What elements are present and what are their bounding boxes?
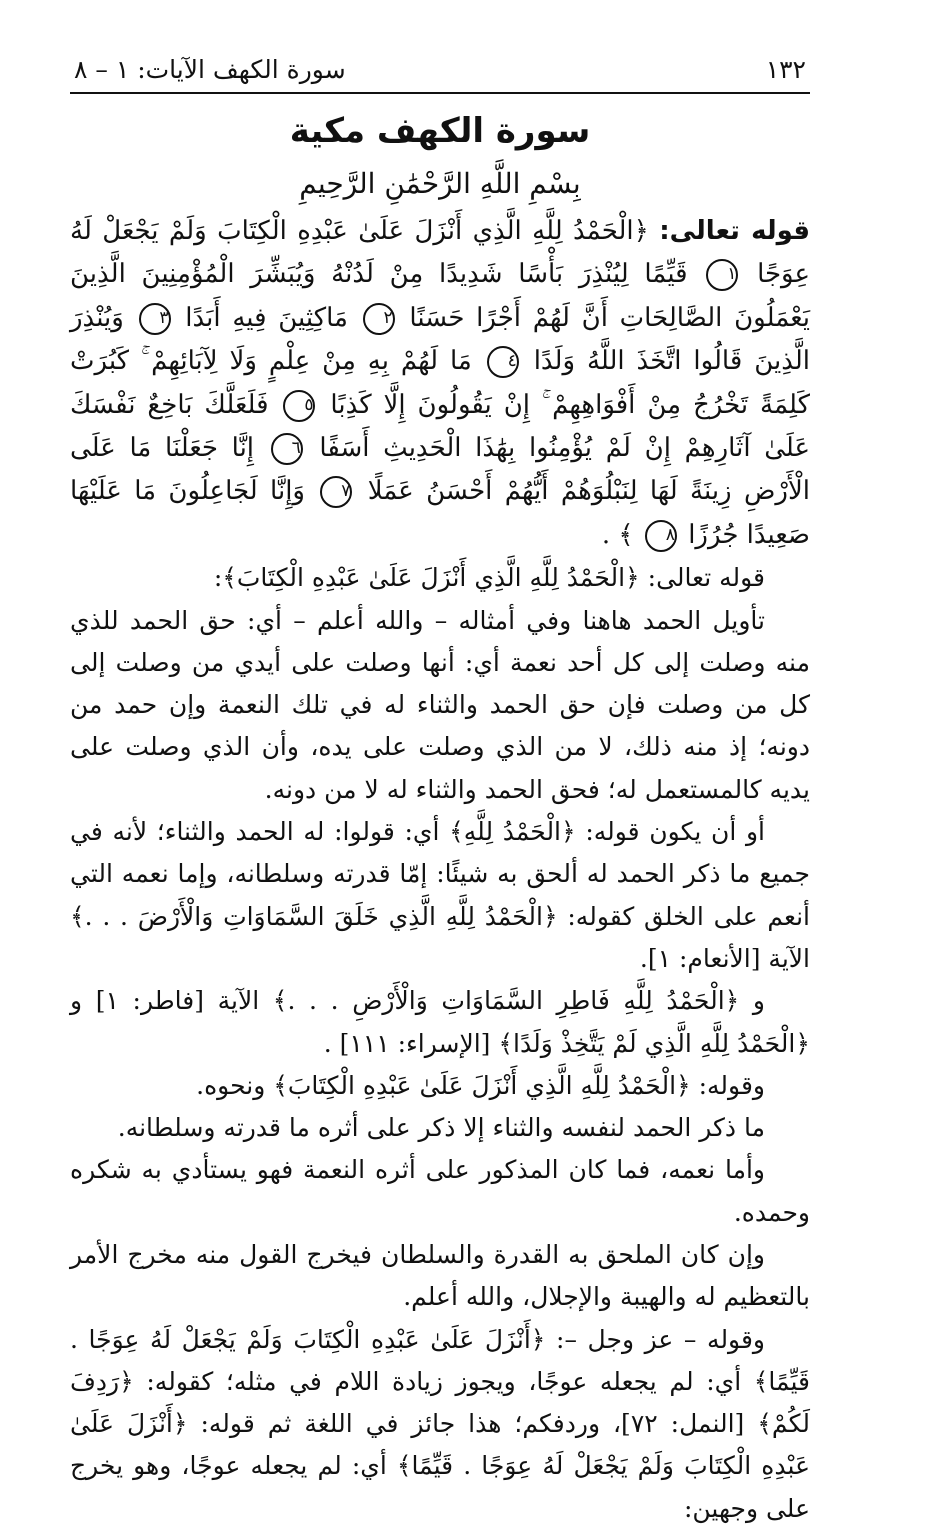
surah-title: سورة الكهف مكية — [289, 111, 591, 151]
ayah-number-marker: ٨ — [645, 520, 677, 552]
ayah-text: ﴿الْحَمْدُ لِلَّهِ الَّذِي أَنْزَلَ عَلَىٰ عَبْدِهِ الْكِتَابَ وَلَمْ يَجْعَلْ لَهُ عِوَجًا — [70, 216, 811, 290]
commentary-paragraph: وقوله: ﴿الْحَمْدُ لِلَّهِ الَّذِي أَنْزَلَ عَلَىٰ عَبْدِهِ الْكِتَابَ﴾ ونحوه. — [196, 1070, 765, 1100]
running-title: سورة الكهف الآيات: ١ – ٨ — [74, 55, 346, 84]
ayah-text: مَا لَهُمْ بِهِ مِنْ عِلْمٍ وَلَا لِآبَائِهِمْ ۚ كَبُرَتْ كَلِمَةً تَخْرُجُ مِنْ أَفْوَاهِهِمْ ۚ إِنْ يَقُولُونَ إِلَّا كَذِبًا — [70, 346, 811, 420]
ayah-text: قَيِّمًا لِيُنْذِرَ بَأْسًا شَدِيدًا مِنْ لَدُنْهُ وَيُبَشِّرَ الْمُؤْمِنِينَ الَّذِينَ يَعْمَلُونَ الصَّالِحَاتِ أَنَّ لَهُمْ أَجْرًا حَسَنًا — [70, 259, 811, 333]
ayah-number-marker: ٣ — [139, 303, 171, 335]
ayah-number-marker: ١ — [706, 259, 738, 291]
ayah-number-marker: ٥ — [283, 390, 315, 422]
commentary-paragraph: ما ذكر الحمد لنفسه والثناء إلا ذكر على أثره ما قدرته وسلطانه. — [117, 1113, 765, 1143]
book-page — [70, 55, 810, 1530]
commentary-paragraph: تأويل الحمد هاهنا وفي أمثاله – والله أعلم – أي: حق الحمد للذي منه وصلت إلى كل أحد نعمة أي: أنها وصلت على أيدي من وصلت إلى كل من وصلت فإن حق الحمد والثناء له في تلك النعمة وإن حمد من دونه؛ إذ منه ذلك، لا من الذي وصلت على يده، وأن الذي وصلت على يديه كالمستعمل له؛ فحق الحمد والثناء له لا من دونه. — [70, 605, 810, 804]
commentary-paragraph: و ﴿الْحَمْدُ لِلَّهِ فَاطِرِ السَّمَاوَاتِ وَالْأَرْضِ . . .﴾ الآية [فاطر: ١] و ﴿الْحَمْدُ لِلَّهِ الَّذِي لَمْ يَتَّخِذْ وَلَدًا﴾ [الإسراء: ١١١] . — [70, 986, 810, 1058]
page-number: ١٣٢ — [765, 55, 806, 84]
basmala: بِسْمِ اللَّهِ الرَّحْمَٰنِ الرَّحِيمِ — [299, 167, 581, 200]
ayah-text: وَإِنَّا لَجَاعِلُونَ مَا عَلَيْهَا صَعِيدًا جُرُزًا — [70, 476, 810, 550]
ayah-text: فَلَعَلَّكَ بَاخِعٌ نَفْسَكَ عَلَىٰ آثَارِهِمْ إِنْ لَمْ يُؤْمِنُوا بِهَٰذَا الْحَدِيثِ أَسَفًا — [70, 389, 811, 464]
running-header — [70, 55, 810, 94]
ayah-text: إِنَّا جَعَلْنَا مَا عَلَى الْأَرْضِ زِينَةً لَهَا لِنَبْلُوَهُمْ أَيُّهُمْ أَحْسَنُ عَمَلًا — [70, 433, 811, 507]
quran-closing: ﴾ . — [601, 519, 634, 550]
commentary-paragraph: أو أن يكون قوله: ﴿الْحَمْدُ لِلَّهِ﴾ أي: قولوا: له الحمد والثناء؛ لأنه في جميع ما ذكر الحمد له ألحق به شيئًا: إمّا قدرته وسلطانه، وإما نعمه التي أنعم على الخلق كقوله: ﴿الْحَمْدُ لِلَّهِ الَّذِي خَلَقَ السَّمَاوَاتِ وَالْأَرْضَ . . .﴾ الآية [الأنعام: ١]. — [70, 817, 810, 973]
ayah-number-marker: ٢ — [363, 303, 395, 335]
ayah-text: مَاكِثِينَ فِيهِ أَبَدًا — [185, 302, 348, 333]
ayah-number-marker: ٦ — [271, 433, 303, 465]
commentary-paragraph: وإن كان الملحق به القدرة والسلطان فيخرج القول منه مخرج الأمر بالتعظيم له والهيبة والإجلال، والله أعلم. — [70, 1240, 810, 1312]
commentary-paragraph: وأما نعمه، فما كان المذكور على أثره النعمة فهو يستأدي به شكره وحمده. — [70, 1155, 810, 1227]
intro-label: قوله تعالى: — [659, 216, 810, 246]
ayah-number-marker: ٤ — [487, 346, 519, 378]
commentary-paragraph: قوله تعالى: ﴿الْحَمْدُ لِلَّهِ الَّذِي أَنْزَلَ عَلَىٰ عَبْدِهِ الْكِتَابَ﴾: — [213, 563, 765, 593]
ayah-text: وَيُنْذِرَ الَّذِينَ قَالُوا اتَّخَذَ اللَّهُ وَلَدًا — [70, 302, 811, 377]
commentary — [70, 557, 810, 1530]
quran-verses-block — [70, 210, 810, 557]
commentary-paragraph: وقوله – عز وجل –: ﴿أَنْزَلَ عَلَىٰ عَبْدِهِ الْكِتَابَ وَلَمْ يَجْعَلْ لَهُ عِوَجًا . قَيِّمًا﴾ أي: لم يجعله عوجًا، ويجوز زيادة اللام في مثله؛ كقوله: ﴿رَدِفَ لَكُمْ﴾ [النمل: ٧٢]، وردفكم؛ هذا جائز في اللغة ثم قوله: ﴿أَنْزَلَ عَلَىٰ عَبْدِهِ الْكِتَابَ وَلَمْ يَجْعَلْ لَهُ عِوَجًا . قَيِّمًا﴾ أي: لم يجعله عوجًا، وهو يخرج على وجهين: — [70, 1324, 810, 1523]
ayah-number-marker: ٧ — [320, 476, 352, 508]
